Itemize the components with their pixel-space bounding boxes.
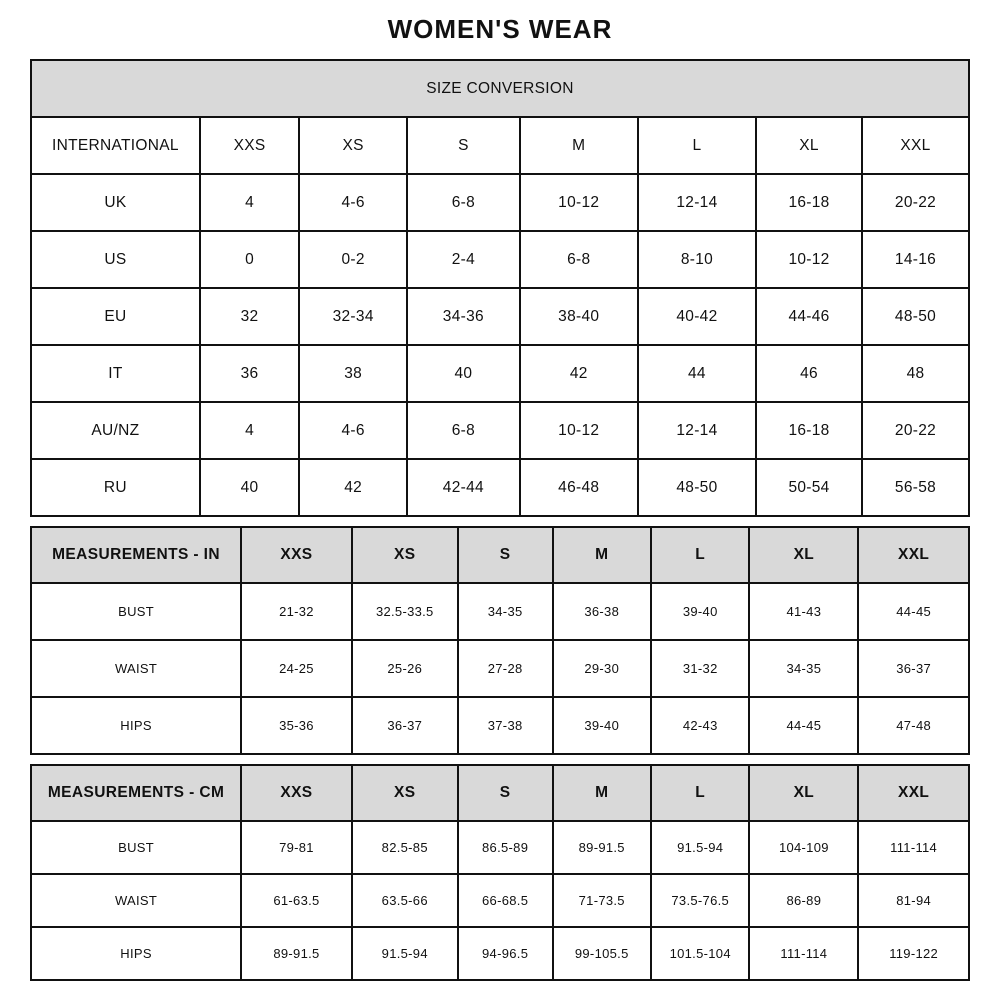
value-cell: 41-43 xyxy=(749,583,858,640)
value-cell: 29-30 xyxy=(553,640,651,697)
column-header-size: S xyxy=(458,765,553,821)
measurements-in-header-row xyxy=(31,527,969,583)
table-row xyxy=(31,402,969,459)
size-conversion-header-row xyxy=(31,117,969,174)
measurements-in-title: MEASUREMENTS - IN xyxy=(31,527,241,583)
column-header-size: XXL xyxy=(858,765,969,821)
value-cell: 24-25 xyxy=(241,640,352,697)
column-header-size: L xyxy=(638,117,756,174)
value-cell: 91.5-94 xyxy=(352,927,458,980)
value-cell: 36-37 xyxy=(858,640,969,697)
table-banner-row xyxy=(31,60,969,117)
table-row xyxy=(31,640,969,697)
measurements-cm-table xyxy=(30,764,970,981)
page-title: WOMEN'S WEAR xyxy=(387,14,613,44)
value-cell: 86.5-89 xyxy=(458,821,553,874)
row-label: IT xyxy=(31,345,200,402)
column-header-size: XL xyxy=(749,527,858,583)
value-cell: 6-8 xyxy=(407,174,520,231)
value-cell: 42 xyxy=(299,459,407,516)
column-header-size: M xyxy=(553,527,651,583)
value-cell: 35-36 xyxy=(241,697,352,754)
value-cell: 16-18 xyxy=(756,402,862,459)
value-cell: 42 xyxy=(520,345,638,402)
value-cell: 27-28 xyxy=(458,640,553,697)
value-cell: 94-96.5 xyxy=(458,927,553,980)
measurements-in-table xyxy=(30,526,970,755)
row-label: WAIST xyxy=(31,874,241,927)
value-cell: 50-54 xyxy=(756,459,862,516)
column-header-size: S xyxy=(407,117,520,174)
value-cell: 21-32 xyxy=(241,583,352,640)
row-label: WAIST xyxy=(31,640,241,697)
table-row xyxy=(31,459,969,516)
value-cell: 2-4 xyxy=(407,231,520,288)
column-header-size: M xyxy=(520,117,638,174)
value-cell: 16-18 xyxy=(756,174,862,231)
value-cell: 38-40 xyxy=(520,288,638,345)
column-header-size: L xyxy=(651,765,749,821)
value-cell: 81-94 xyxy=(858,874,969,927)
value-cell: 44-46 xyxy=(756,288,862,345)
column-header-international: INTERNATIONAL xyxy=(31,117,200,174)
value-cell: 48 xyxy=(862,345,969,402)
value-cell: 40-42 xyxy=(638,288,756,345)
value-cell: 101.5-104 xyxy=(651,927,749,980)
row-label: US xyxy=(31,231,200,288)
column-header-size: XS xyxy=(299,117,407,174)
value-cell: 44-45 xyxy=(858,583,969,640)
table-row xyxy=(31,821,969,874)
measurements-cm-header-row xyxy=(31,765,969,821)
value-cell: 99-105.5 xyxy=(553,927,651,980)
value-cell: 12-14 xyxy=(638,402,756,459)
value-cell: 48-50 xyxy=(862,288,969,345)
value-cell: 4 xyxy=(200,402,299,459)
value-cell: 89-91.5 xyxy=(553,821,651,874)
row-label: UK xyxy=(31,174,200,231)
value-cell: 39-40 xyxy=(651,583,749,640)
value-cell: 111-114 xyxy=(858,821,969,874)
value-cell: 10-12 xyxy=(756,231,862,288)
value-cell: 36-37 xyxy=(352,697,458,754)
column-header-size: XL xyxy=(756,117,862,174)
value-cell: 20-22 xyxy=(862,174,969,231)
column-header-size: XXL xyxy=(862,117,969,174)
column-header-size: XS xyxy=(352,527,458,583)
table-row xyxy=(31,583,969,640)
value-cell: 66-68.5 xyxy=(458,874,553,927)
column-header-size: S xyxy=(458,527,553,583)
value-cell: 10-12 xyxy=(520,402,638,459)
value-cell: 111-114 xyxy=(749,927,858,980)
value-cell: 73.5-76.5 xyxy=(651,874,749,927)
column-header-size: XXS xyxy=(241,765,352,821)
value-cell: 12-14 xyxy=(638,174,756,231)
value-cell: 14-16 xyxy=(862,231,969,288)
value-cell: 56-58 xyxy=(862,459,969,516)
value-cell: 6-8 xyxy=(520,231,638,288)
column-header-size: L xyxy=(651,527,749,583)
value-cell: 38 xyxy=(299,345,407,402)
row-label: BUST xyxy=(31,821,241,874)
table-row xyxy=(31,697,969,754)
table-row xyxy=(31,231,969,288)
value-cell: 42-43 xyxy=(651,697,749,754)
value-cell: 63.5-66 xyxy=(352,874,458,927)
value-cell: 44-45 xyxy=(749,697,858,754)
value-cell: 0-2 xyxy=(299,231,407,288)
row-label: EU xyxy=(31,288,200,345)
value-cell: 37-38 xyxy=(458,697,553,754)
value-cell: 0 xyxy=(200,231,299,288)
measurements-cm-title: MEASUREMENTS - CM xyxy=(31,765,241,821)
value-cell: 25-26 xyxy=(352,640,458,697)
value-cell: 32-34 xyxy=(299,288,407,345)
value-cell: 40 xyxy=(200,459,299,516)
value-cell: 34-36 xyxy=(407,288,520,345)
column-header-size: XXS xyxy=(200,117,299,174)
table-row xyxy=(31,288,969,345)
value-cell: 36 xyxy=(200,345,299,402)
row-label: HIPS xyxy=(31,697,241,754)
row-label: RU xyxy=(31,459,200,516)
column-header-size: M xyxy=(553,765,651,821)
value-cell: 82.5-85 xyxy=(352,821,458,874)
value-cell: 4-6 xyxy=(299,402,407,459)
table-row xyxy=(31,874,969,927)
value-cell: 40 xyxy=(407,345,520,402)
column-header-size: XL xyxy=(749,765,858,821)
value-cell: 44 xyxy=(638,345,756,402)
value-cell: 8-10 xyxy=(638,231,756,288)
value-cell: 4 xyxy=(200,174,299,231)
value-cell: 34-35 xyxy=(749,640,858,697)
value-cell: 32.5-33.5 xyxy=(352,583,458,640)
row-label: HIPS xyxy=(31,927,241,980)
value-cell: 48-50 xyxy=(638,459,756,516)
value-cell: 61-63.5 xyxy=(241,874,352,927)
value-cell: 36-38 xyxy=(553,583,651,640)
value-cell: 4-6 xyxy=(299,174,407,231)
value-cell: 42-44 xyxy=(407,459,520,516)
column-header-size: XXS xyxy=(241,527,352,583)
value-cell: 89-91.5 xyxy=(241,927,352,980)
table-row xyxy=(31,174,969,231)
value-cell: 31-32 xyxy=(651,640,749,697)
column-header-size: XXL xyxy=(858,527,969,583)
value-cell: 71-73.5 xyxy=(553,874,651,927)
value-cell: 119-122 xyxy=(858,927,969,980)
value-cell: 91.5-94 xyxy=(651,821,749,874)
row-label: AU/NZ xyxy=(31,402,200,459)
value-cell: 47-48 xyxy=(858,697,969,754)
value-cell: 104-109 xyxy=(749,821,858,874)
value-cell: 6-8 xyxy=(407,402,520,459)
size-conversion-banner: SIZE CONVERSION xyxy=(31,60,969,117)
size-conversion-table xyxy=(30,59,970,517)
value-cell: 79-81 xyxy=(241,821,352,874)
row-label: BUST xyxy=(31,583,241,640)
value-cell: 20-22 xyxy=(862,402,969,459)
value-cell: 39-40 xyxy=(553,697,651,754)
value-cell: 34-35 xyxy=(458,583,553,640)
value-cell: 86-89 xyxy=(749,874,858,927)
table-row xyxy=(31,927,969,980)
value-cell: 46 xyxy=(756,345,862,402)
value-cell: 10-12 xyxy=(520,174,638,231)
table-row xyxy=(31,345,969,402)
column-header-size: XS xyxy=(352,765,458,821)
value-cell: 32 xyxy=(200,288,299,345)
value-cell: 46-48 xyxy=(520,459,638,516)
